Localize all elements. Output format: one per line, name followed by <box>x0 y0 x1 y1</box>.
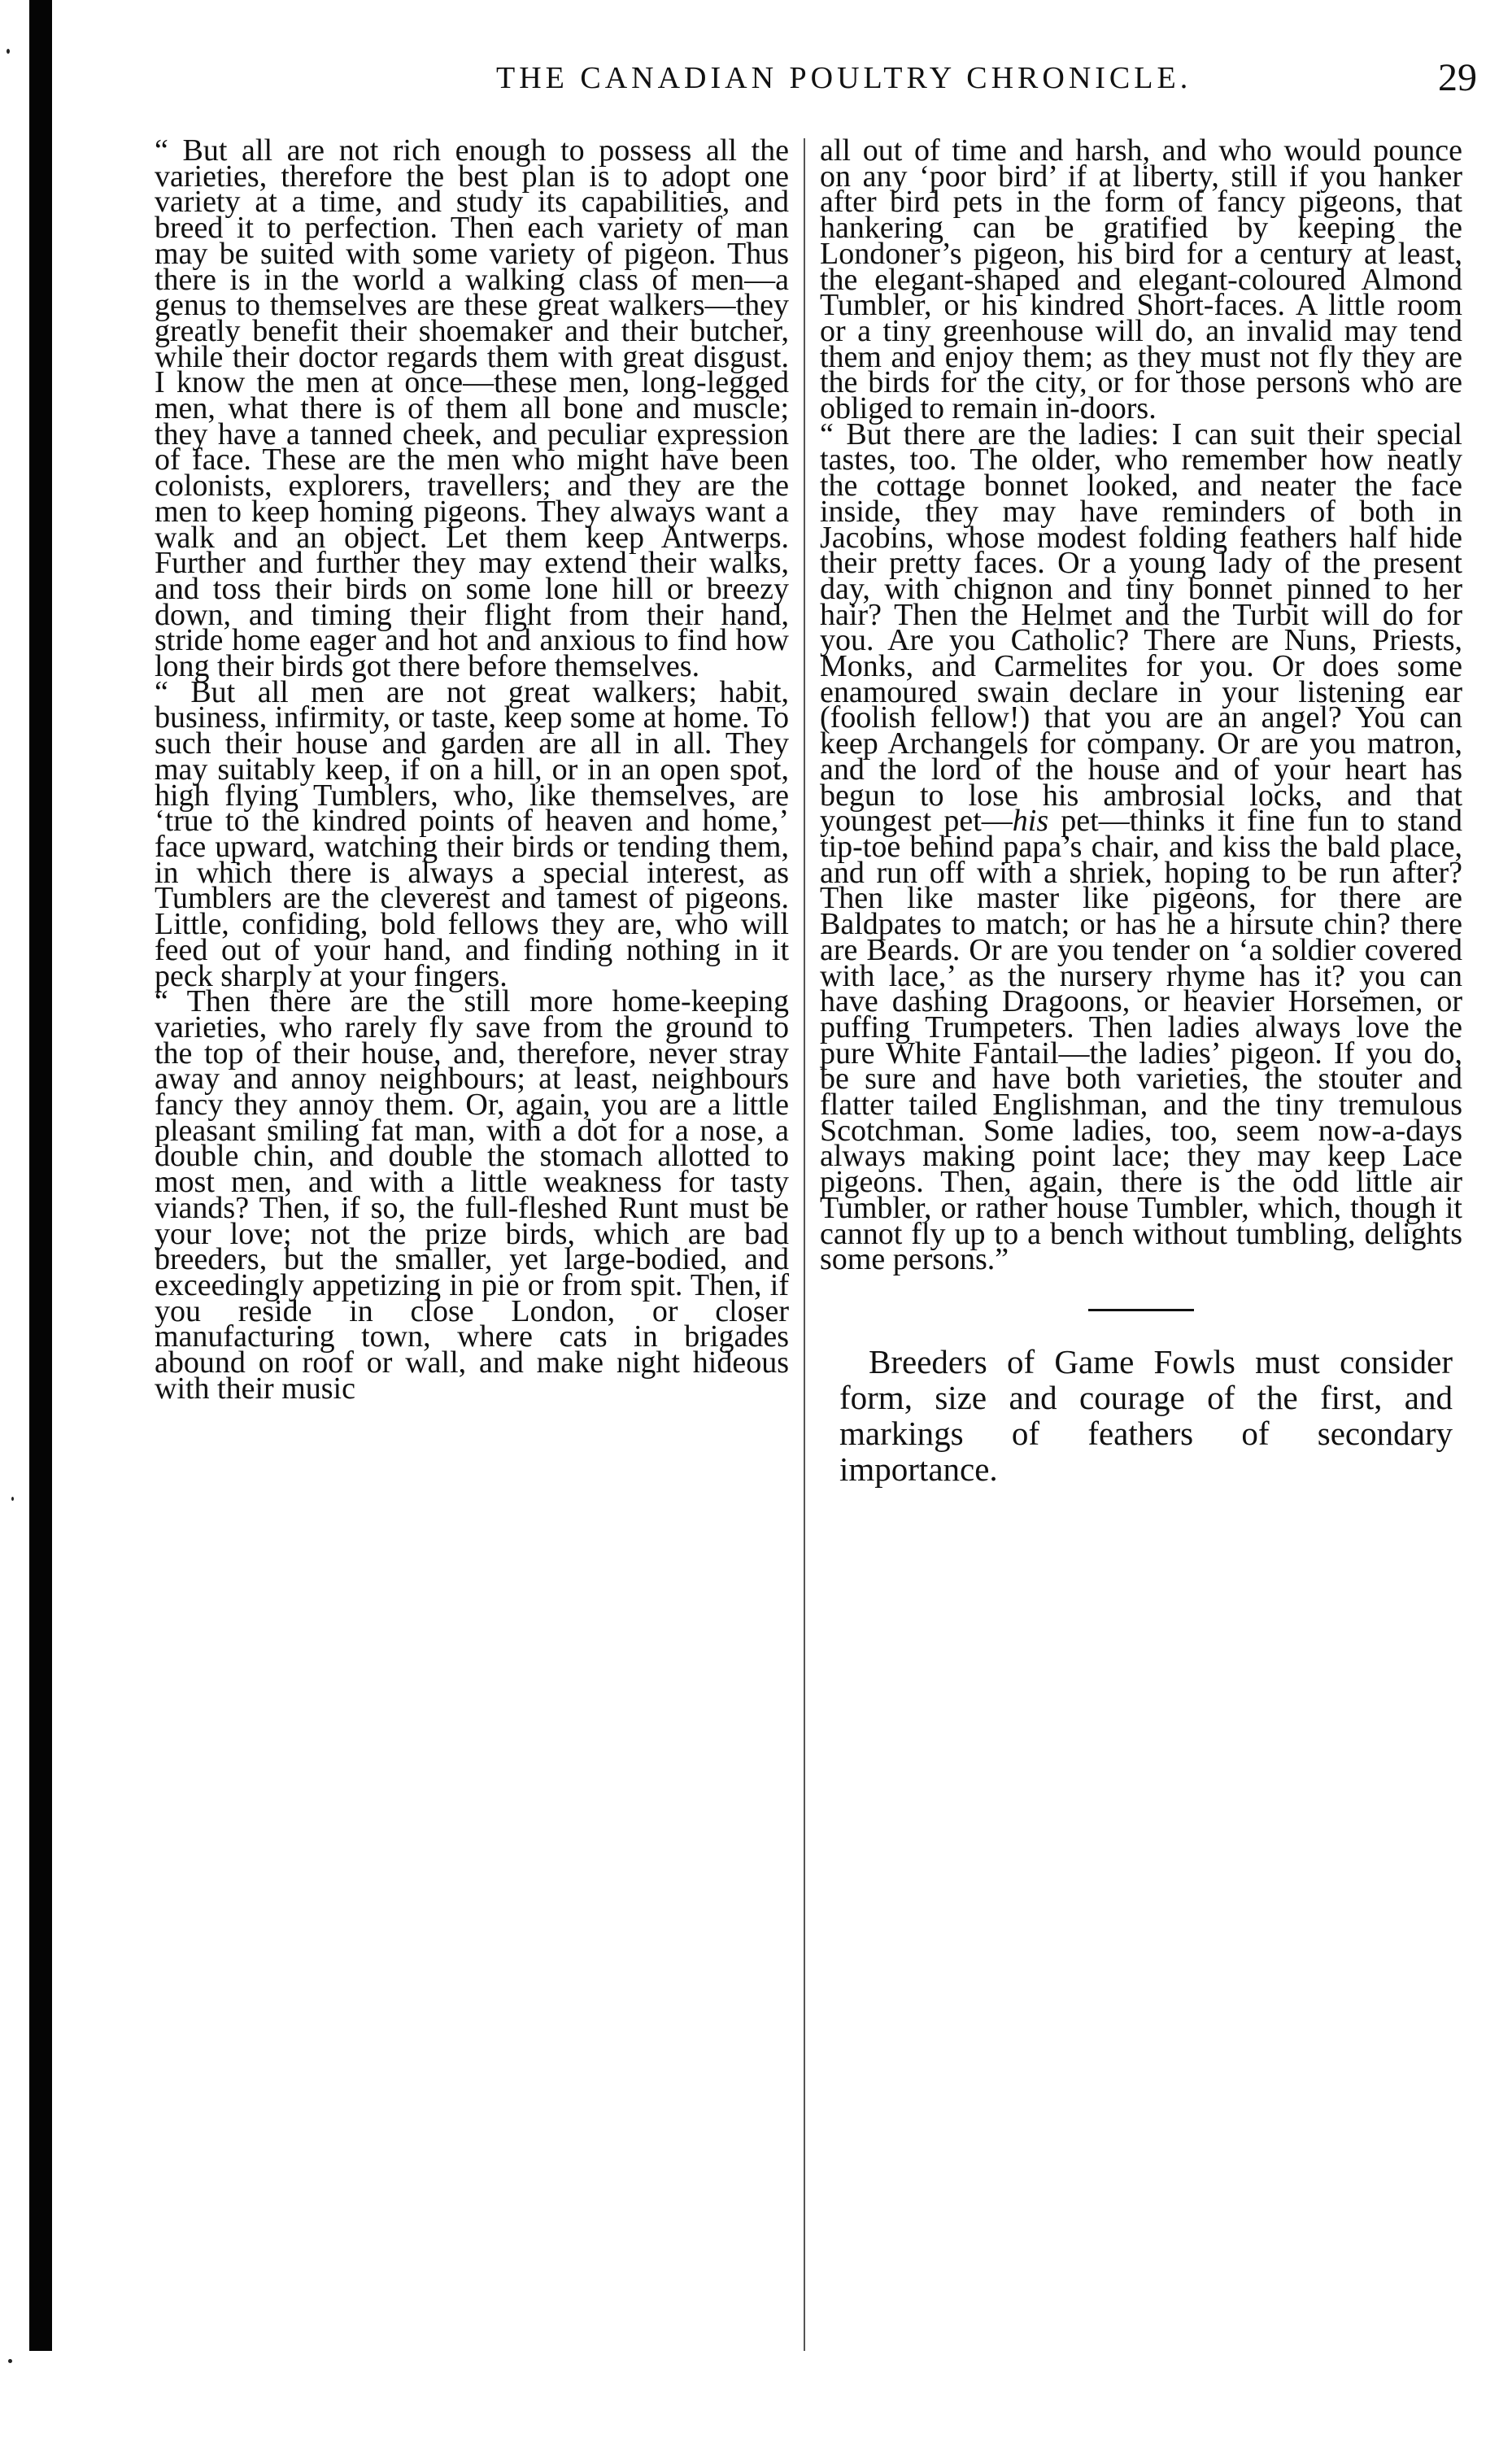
paragraph-continued-city-birds: all out of time and harsh, and who would pounce on any ‘poor bird’ if at liberty, still if you hanker after bird pets in the form of fancy pigeons, that hankering can be gratified by keeping the Londoner’s pigeon, his bird for a century at least, the elegant-shaped and elegant-coloured Almond Tumbler, or his kindred Short-faces. A little room or a tiny greenhouse will do, an invalid may tend them and enjoy them; as they must not fly they are the birds for the city, or for those persons who are obliged to remain in-doors. <box>820 133 1462 426</box>
page-number: 29 <box>1438 56 1477 99</box>
running-header <box>81 55 1480 112</box>
paragraph-text: “ But there are the ladies: I can suit their special tastes, too. The older, who remember how neatly the cottage bonnet looked, and neater the face inside, they may have reminders of both in Jacobins, whose modest folding feathers half hide their pretty faces. Or a young lady of the present day, with chignon and tiny bonnet pinned to her hair? Then the Helmet and the Turbit will do for you. Are you Catholic? There are Nuns, Priests, Monks, and Carmelites for you. Or does some enamoured swain declare in your listening ear (foolish fellow!) that you are an angel? You can keep Archangels for company. Or are you matron, and the lord of the house and of your heart has begun to lose his ambrosial locks, and that youngest pet— <box>820 416 1462 839</box>
right-column <box>820 133 1462 2400</box>
paragraph-home-keeping-varieties: “ Then there are the still more home-keeping varieties, who rarely fly save from the ground to the top of their house, and, therefore, never stray away and annoy neighbours; at least, neighbours fancy they annoy them. Or, again, you are a little pleasant smiling fat man, with a dot for a nose, a double chin, and double the stomach allotted to most men, and with a little weakness for tasty viands? Then, if so, the full-fleshed Runt must be your love; not the prize birds, which are bad breeders, but the smaller, yet large-bodied, and exceedingly appetizing in pie or from spit. Then, if you reside in close London, or closer manufacturing town, where cats in brigades abound on roof or wall, and make night hideous with their music <box>155 984 789 1406</box>
italic-word: his <box>1012 804 1049 839</box>
ink-speck <box>8 2359 12 2363</box>
ink-speck <box>11 1497 14 1501</box>
column-divider <box>804 138 805 2351</box>
left-column <box>155 133 789 2400</box>
ink-speck <box>7 49 10 54</box>
section-separator-rule <box>1088 1309 1194 1311</box>
page-binding-edge <box>29 0 52 2351</box>
paragraph-homebodies: “ But all men are not great walkers; habit, business, infirmity, or taste, keep some at home. To such their house and garden are all in all. They may suitably keep, if on a hill, or in an open spot, high flying Tumblers, who, like themselves, are ‘true to the kindred points of heaven and home,’ face upward, watching their birds or tending them, in which there is always a special interest, as Tumblers are the cleverest and tamest of pigeons. Little, confiding, bold fellows they are, who will feed out of your hand, and finding nothing in it peck sharply at your fingers. <box>155 674 789 993</box>
paragraph-pigeon-varieties: “ But all are not rich enough to possess all the varieties, therefore the best plan is to adopt one variety at a time, and study its capabilities, and breed it to perfection. Then each variety of man may be suited with some variety of pigeon. Thus there is in the world a walking class of men—a genus to themselves are these great walkers—they greatly benefit their shoemaker and their butcher, while their doctor regards them with great disgust. I know the men at once—these men, long-legged men, what there is of them all bone and muscle; they have a tanned cheek, and peculiar expression of face. These are the men who might have been colonists, explorers, travellers; and they are the men to keep homing pigeons. They always want a walk and an object. Let them keep Antwerps. Further and further they may extend their walks, and toss their birds on some lone hill or breezy down, and timing their flight from their hand, stride home eager and hot and anxious to find how long their birds got there before themselves. <box>155 133 789 684</box>
paragraph-text: pet—thinks it fine fun to stand tip-toe behind papa’s chair, and kiss the bald place, and run off with a shriek, hoping to be run after? Then like master like pigeons, for there are Baldpates to match; or has he a hirsute chin? there are Beards. Or are you tender on ‘a soldier covered with lace,’ as the nursery rhyme has it? you can have dashing Dragoons, or heavier Horsemen, or puffing Trumpeters. Then ladies always love the pure White Fantail—the ladies’ pigeon. If you do, be sure and have both varieties, the stouter and flatter tailed Englishman, and the tiny tremulous Scotchman. Some ladies, too, seem now-a-days always making point lace; they may keep Lace pigeons. Then, again, there is the odd little air Tumbler, or rather house Tumbler, which, though it cannot fly up to a bench without tumbling, delights some persons.” <box>820 804 1462 1277</box>
game-fowl-note: Breeders of Game Fowls must consider form, size and courage of the first, and markings of feathers of secondary importance. <box>839 1342 1453 1488</box>
paragraph-ladies-pigeons <box>820 416 1462 1277</box>
journal-title: THE CANADIAN POULTRY CHRONICLE. <box>496 61 1192 95</box>
